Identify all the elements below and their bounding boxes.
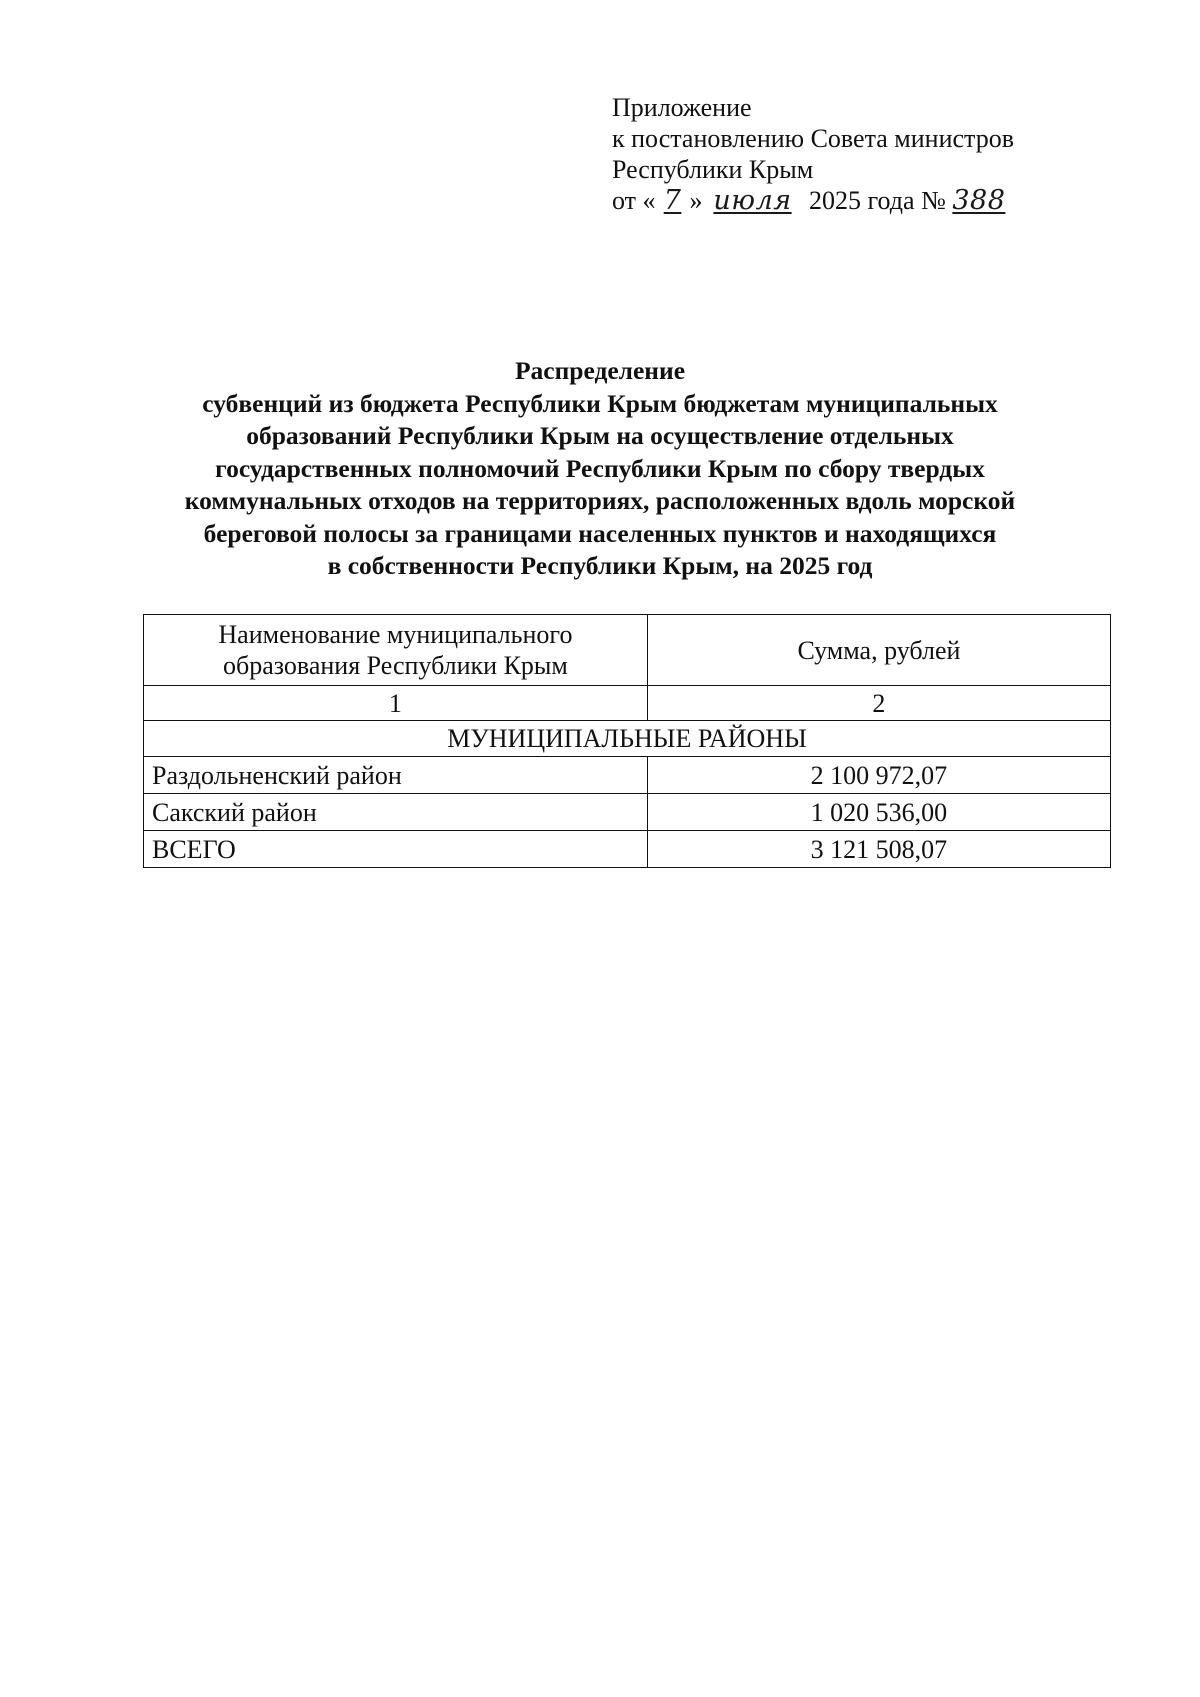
distribution-table <box>143 614 1111 868</box>
title-line: береговой полосы за границами населенных пунктов и находящихся <box>203 518 997 548</box>
handwritten-month: июля <box>713 185 792 216</box>
header-amount: Сумма, рублей <box>647 615 1110 686</box>
appendix-resolution-line: к постановлению Совета министров <box>612 124 1014 153</box>
handwritten-day: 7 <box>663 185 682 216</box>
header-municipality-line2: образования Республики Крым <box>223 651 568 680</box>
appendix-block <box>612 92 1014 216</box>
date-prefix: от « <box>612 186 656 215</box>
appendix-date-line <box>612 185 1014 216</box>
date-mid: » <box>689 186 703 215</box>
column-number-2: 2 <box>647 686 1110 721</box>
table-row <box>144 757 1111 794</box>
title-line: образований Республики Крым на осуществление отдельных <box>246 421 954 450</box>
column-number-row <box>144 686 1111 721</box>
title-heading: Распределение <box>514 356 686 385</box>
appendix-label: Приложение <box>612 93 752 122</box>
document-title <box>130 355 1070 583</box>
section-row <box>144 721 1111 757</box>
total-amount: 3 121 508,07 <box>647 831 1110 868</box>
section-municipal-districts: МУНИЦИПАЛЬНЫЕ РАЙОНЫ <box>144 721 1111 757</box>
row-name: Раздольненский район <box>144 757 648 794</box>
row-amount: 2 100 972,07 <box>647 757 1110 794</box>
table-header-row <box>144 615 1111 686</box>
total-label: ВСЕГО <box>144 831 648 868</box>
total-row <box>144 831 1111 868</box>
row-name: Сакский район <box>144 794 648 831</box>
header-municipality-line1: Наименование муниципального <box>218 620 573 649</box>
date-suffix: 2025 года № <box>809 186 946 215</box>
table-row <box>144 794 1111 831</box>
title-line: субвенций из бюджета Республики Крым бюджетам муниципальных <box>202 388 998 418</box>
title-line: государственных полномочий Республики Крым по сбору твердых <box>215 453 985 483</box>
handwritten-number: 388 <box>952 185 1006 216</box>
title-line: коммунальных отходов на территориях, расположенных вдоль морской <box>184 486 1016 515</box>
header-municipality <box>144 615 648 686</box>
column-number-1: 1 <box>144 686 648 721</box>
appendix-republic-line: Республики Крым <box>612 155 814 184</box>
title-line: в собственности Республики Крым, на 2025 год <box>327 551 873 580</box>
row-amount: 1 020 536,00 <box>647 794 1110 831</box>
